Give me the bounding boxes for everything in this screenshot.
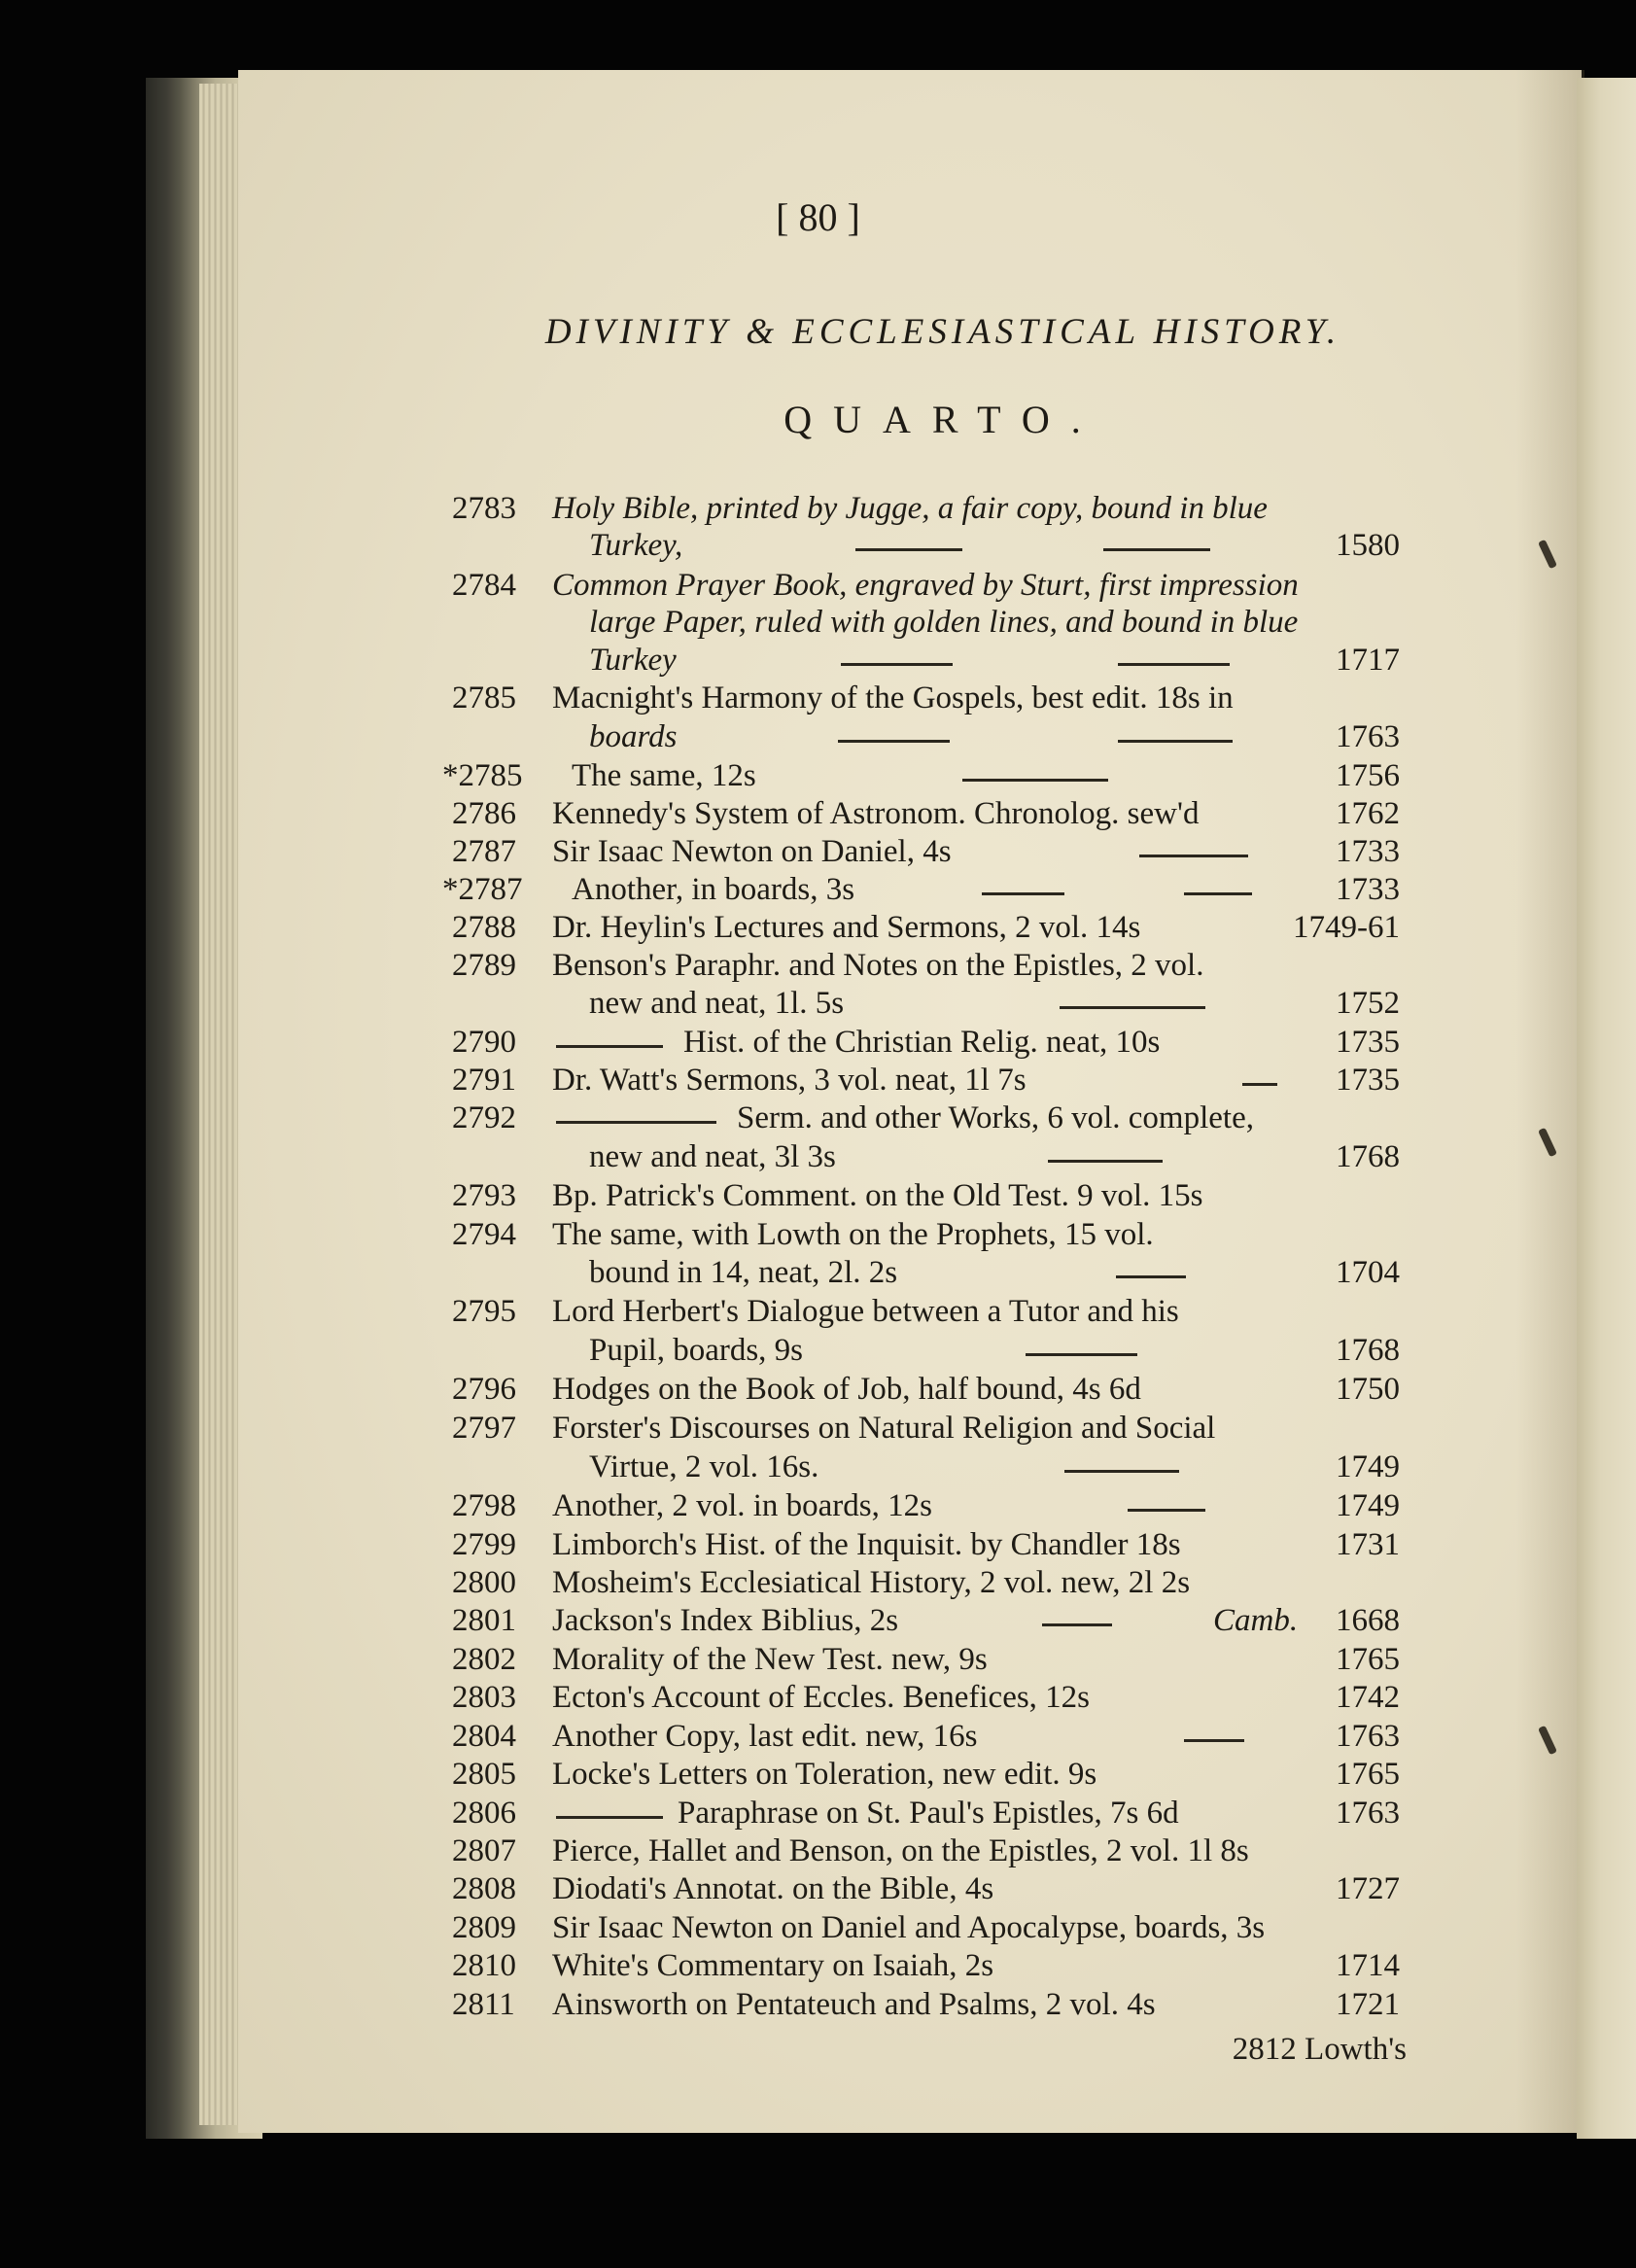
lot-year: 1668: [1336, 1603, 1400, 1638]
lot-year: 1763: [1336, 1796, 1400, 1831]
list-item: [0, 1527, 1636, 1566]
lot-description: new and neat, 1l. 5s: [589, 986, 845, 1021]
list-item: [0, 1411, 1636, 1449]
lot-year: 1735: [1336, 1025, 1400, 1060]
list-item: [0, 491, 1636, 530]
ditto-rule: [556, 1121, 716, 1124]
rule-dash: [838, 740, 950, 743]
lot-year: 1762: [1336, 796, 1400, 831]
rule-dash: [841, 663, 953, 666]
lot-description: boards: [589, 719, 678, 754]
lot-description: Holy Bible, printed by Jugge, a fair copy, bound in blue: [552, 491, 1268, 526]
rule-dash: [1064, 1470, 1179, 1473]
list-item: [0, 1757, 1636, 1796]
lot-number: 2788: [452, 910, 516, 945]
lot-description: Hodges on the Book of Job, half bound, 4s 6d: [552, 1372, 1141, 1407]
ditto-rule: [556, 1816, 663, 1819]
list-item: [0, 1910, 1636, 1949]
imprint-place: Camb.: [1213, 1603, 1299, 1638]
lot-number: 2796: [452, 1372, 516, 1407]
lot-description: Another, in boards, 3s: [572, 872, 855, 907]
list-item: [0, 1217, 1636, 1256]
lot-year: 1742: [1336, 1680, 1400, 1715]
list-item: [0, 910, 1636, 949]
rule-dash: [1060, 1006, 1205, 1009]
lot-description: Virtue, 2 vol. 16s.: [589, 1449, 819, 1484]
list-item: [0, 1680, 1636, 1719]
lot-description: Turkey,: [589, 528, 683, 563]
rule-dash: [1139, 855, 1248, 857]
lot-number: 2803: [452, 1680, 516, 1715]
list-item: [0, 1139, 1636, 1178]
lot-description: Hist. of the Christian Relig. neat, 10s: [683, 1025, 1161, 1060]
lot-year: 1580: [1336, 528, 1400, 563]
lot-number: 2807: [452, 1833, 516, 1868]
lot-number: 2811: [452, 1987, 515, 2022]
lot-year: 1768: [1336, 1333, 1400, 1368]
catchword: 2812 Lowth's: [1232, 2032, 1407, 2067]
lot-description: Forster's Discourses on Natural Religion and Social: [552, 1411, 1216, 1446]
rule-dash: [982, 892, 1064, 895]
lot-description: Turkey: [589, 643, 677, 678]
lot-number: 2785: [452, 680, 516, 715]
lot-number: 2792: [452, 1100, 516, 1135]
lot-year: 1714: [1336, 1948, 1400, 1983]
list-item: [0, 643, 1636, 681]
lot-number: 2802: [452, 1642, 516, 1677]
lot-description: Sir Isaac Newton on Daniel and Apocalypse, boards, 3s: [552, 1910, 1266, 1945]
list-item: [0, 1178, 1636, 1217]
rule-dash: [1026, 1353, 1137, 1356]
lot-description: Serm. and other Works, 6 vol. complete,: [737, 1100, 1254, 1135]
lot-number: 2784: [452, 568, 516, 603]
lot-number: 2800: [452, 1565, 516, 1600]
list-item: [0, 528, 1636, 567]
lot-year: 1756: [1336, 758, 1400, 793]
lot-year: 1749: [1336, 1488, 1400, 1523]
lot-description: Pierce, Hallet and Benson, on the Epistles, 2 vol. 1l 8s: [552, 1833, 1249, 1868]
lot-description: Benson's Paraphr. and Notes on the Epistles, 2 vol.: [552, 948, 1204, 983]
lot-description: Paraphrase on St. Paul's Epistles, 7s 6d: [678, 1796, 1179, 1831]
lot-year: 1749-61: [1293, 910, 1400, 945]
list-item: [0, 1719, 1636, 1758]
rule-dash: [1116, 1275, 1186, 1278]
lot-description: Bp. Patrick's Comment. on the Old Test. 9 vol. 15s: [552, 1178, 1203, 1213]
lot-description: Lord Herbert's Dialogue between a Tutor and his: [552, 1294, 1179, 1329]
lot-year: 1731: [1336, 1527, 1400, 1562]
ditto-rule: [556, 1045, 663, 1048]
list-item: [0, 1948, 1636, 1987]
lot-year: 1717: [1336, 643, 1400, 678]
lot-year: 1733: [1336, 834, 1400, 869]
lot-number: 2790: [452, 1025, 516, 1060]
section-title: DIVINITY & ECCLESIASTICAL HISTORY.: [544, 312, 1341, 352]
lot-description: Macnight's Harmony of the Gospels, best edit. 18s in: [552, 680, 1234, 715]
rule-dash: [1184, 892, 1252, 895]
lot-description: The same, 12s: [572, 758, 756, 793]
lot-number: 2783: [452, 491, 516, 526]
list-item: [0, 758, 1636, 797]
lot-year: 1727: [1336, 1871, 1400, 1906]
lot-description: Common Prayer Book, engraved by Sturt, first impression: [552, 568, 1299, 603]
list-item: [0, 1063, 1636, 1101]
rule-dash: [1184, 1739, 1244, 1742]
rule-dash: [1103, 548, 1210, 551]
list-item: [0, 1294, 1636, 1333]
list-item: [0, 1372, 1636, 1411]
lot-year: 1765: [1336, 1642, 1400, 1677]
lot-number: 2797: [452, 1411, 516, 1446]
rule-dash: [1042, 1623, 1112, 1626]
lot-year: 1704: [1336, 1255, 1400, 1290]
list-item: [0, 872, 1636, 911]
lot-number: 2789: [452, 948, 516, 983]
list-item: [0, 680, 1636, 719]
lot-number: 2795: [452, 1294, 516, 1329]
lot-number: 2808: [452, 1871, 516, 1906]
list-item: [0, 1565, 1636, 1604]
lot-number: 2798: [452, 1488, 516, 1523]
lot-description: new and neat, 3l 3s: [589, 1139, 836, 1174]
lot-year: 1749: [1336, 1449, 1400, 1484]
lot-description: Dr. Heylin's Lectures and Sermons, 2 vol. 14s: [552, 910, 1141, 945]
lot-number: 2787: [452, 834, 516, 869]
list-item: [0, 986, 1636, 1025]
list-item: [0, 834, 1636, 873]
list-item: [0, 1255, 1636, 1294]
lot-number: 2786: [452, 796, 516, 831]
rule-dash: [1242, 1083, 1277, 1086]
lot-description: Sir Isaac Newton on Daniel, 4s: [552, 834, 952, 869]
list-item: [0, 1333, 1636, 1372]
lot-year: 1752: [1336, 986, 1400, 1021]
lot-number: 2791: [452, 1063, 516, 1098]
rule-dash: [1118, 740, 1233, 743]
lot-description: Diodati's Annotat. on the Bible, 4s: [552, 1871, 994, 1906]
lot-number: 2799: [452, 1527, 516, 1562]
lot-number: 2793: [452, 1178, 516, 1213]
lot-number: *2785: [442, 758, 523, 793]
lot-description: Morality of the New Test. new, 9s: [552, 1642, 988, 1677]
list-item: [0, 1796, 1636, 1834]
lot-year: 1735: [1336, 1063, 1400, 1098]
list-item: [0, 568, 1636, 607]
page-number: [ 80 ]: [776, 195, 860, 239]
lot-description: Ecton's Account of Eccles. Benefices, 12s: [552, 1680, 1091, 1715]
lot-year: 1763: [1336, 1719, 1400, 1754]
lot-year: 1768: [1336, 1139, 1400, 1174]
rule-dash: [1128, 1509, 1205, 1512]
lot-number: 2801: [452, 1603, 516, 1638]
lot-description: Locke's Letters on Toleration, new edit. 9s: [552, 1757, 1097, 1792]
lot-number: 2804: [452, 1719, 516, 1754]
lot-year: 1750: [1336, 1372, 1400, 1407]
list-item: [0, 1100, 1636, 1139]
lot-description: Another Copy, last edit. new, 16s: [552, 1719, 978, 1754]
lot-number: 2809: [452, 1910, 516, 1945]
lot-description: Jackson's Index Biblius, 2s: [552, 1603, 899, 1638]
lot-number: 2806: [452, 1796, 516, 1831]
format-heading: QUARTO.: [783, 398, 1102, 441]
lot-number: 2810: [452, 1948, 516, 1983]
lot-year: 1721: [1336, 1987, 1400, 2022]
list-item: [0, 1871, 1636, 1910]
lot-number: *2787: [442, 872, 523, 907]
rule-dash: [1048, 1160, 1163, 1163]
list-item: [0, 1642, 1636, 1681]
rule-dash: [962, 779, 1108, 782]
list-item: [0, 719, 1636, 758]
lot-year: 1763: [1336, 719, 1400, 754]
lot-description: Another, 2 vol. in boards, 12s: [552, 1488, 932, 1523]
list-item: [0, 948, 1636, 987]
list-item: [0, 796, 1636, 835]
lot-description: Kennedy's System of Astronom. Chronolog. sew'd: [552, 796, 1200, 831]
list-item: [0, 605, 1636, 644]
lot-description: Dr. Watt's Sermons, 3 vol. neat, 1l 7s: [552, 1063, 1027, 1098]
lot-description: Limborch's Hist. of the Inquisit. by Chandler 18s: [552, 1527, 1181, 1562]
lot-number: 2805: [452, 1757, 516, 1792]
list-item: [0, 1833, 1636, 1872]
lot-year: 1733: [1336, 872, 1400, 907]
list-item: [0, 1488, 1636, 1527]
rule-dash: [855, 548, 962, 551]
list-item: [0, 1987, 1636, 2026]
lot-description: Pupil, boards, 9s: [589, 1333, 804, 1368]
lot-description: large Paper, ruled with golden lines, and bound in blue: [589, 605, 1299, 640]
lot-year: 1765: [1336, 1757, 1400, 1792]
lot-number: 2794: [452, 1217, 516, 1252]
list-item: [0, 1025, 1636, 1064]
lot-description: White's Commentary on Isaiah, 2s: [552, 1948, 994, 1983]
list-item: [0, 1603, 1636, 1642]
lot-description: bound in 14, neat, 2l. 2s: [589, 1255, 898, 1290]
lot-description: Ainsworth on Pentateuch and Psalms, 2 vol. 4s: [552, 1987, 1156, 2022]
rule-dash: [1118, 663, 1230, 666]
lot-description: Mosheim's Ecclesiatical History, 2 vol. new, 2l 2s: [552, 1565, 1191, 1600]
lot-description: The same, with Lowth on the Prophets, 15 vol.: [552, 1217, 1154, 1252]
list-item: [0, 1449, 1636, 1488]
